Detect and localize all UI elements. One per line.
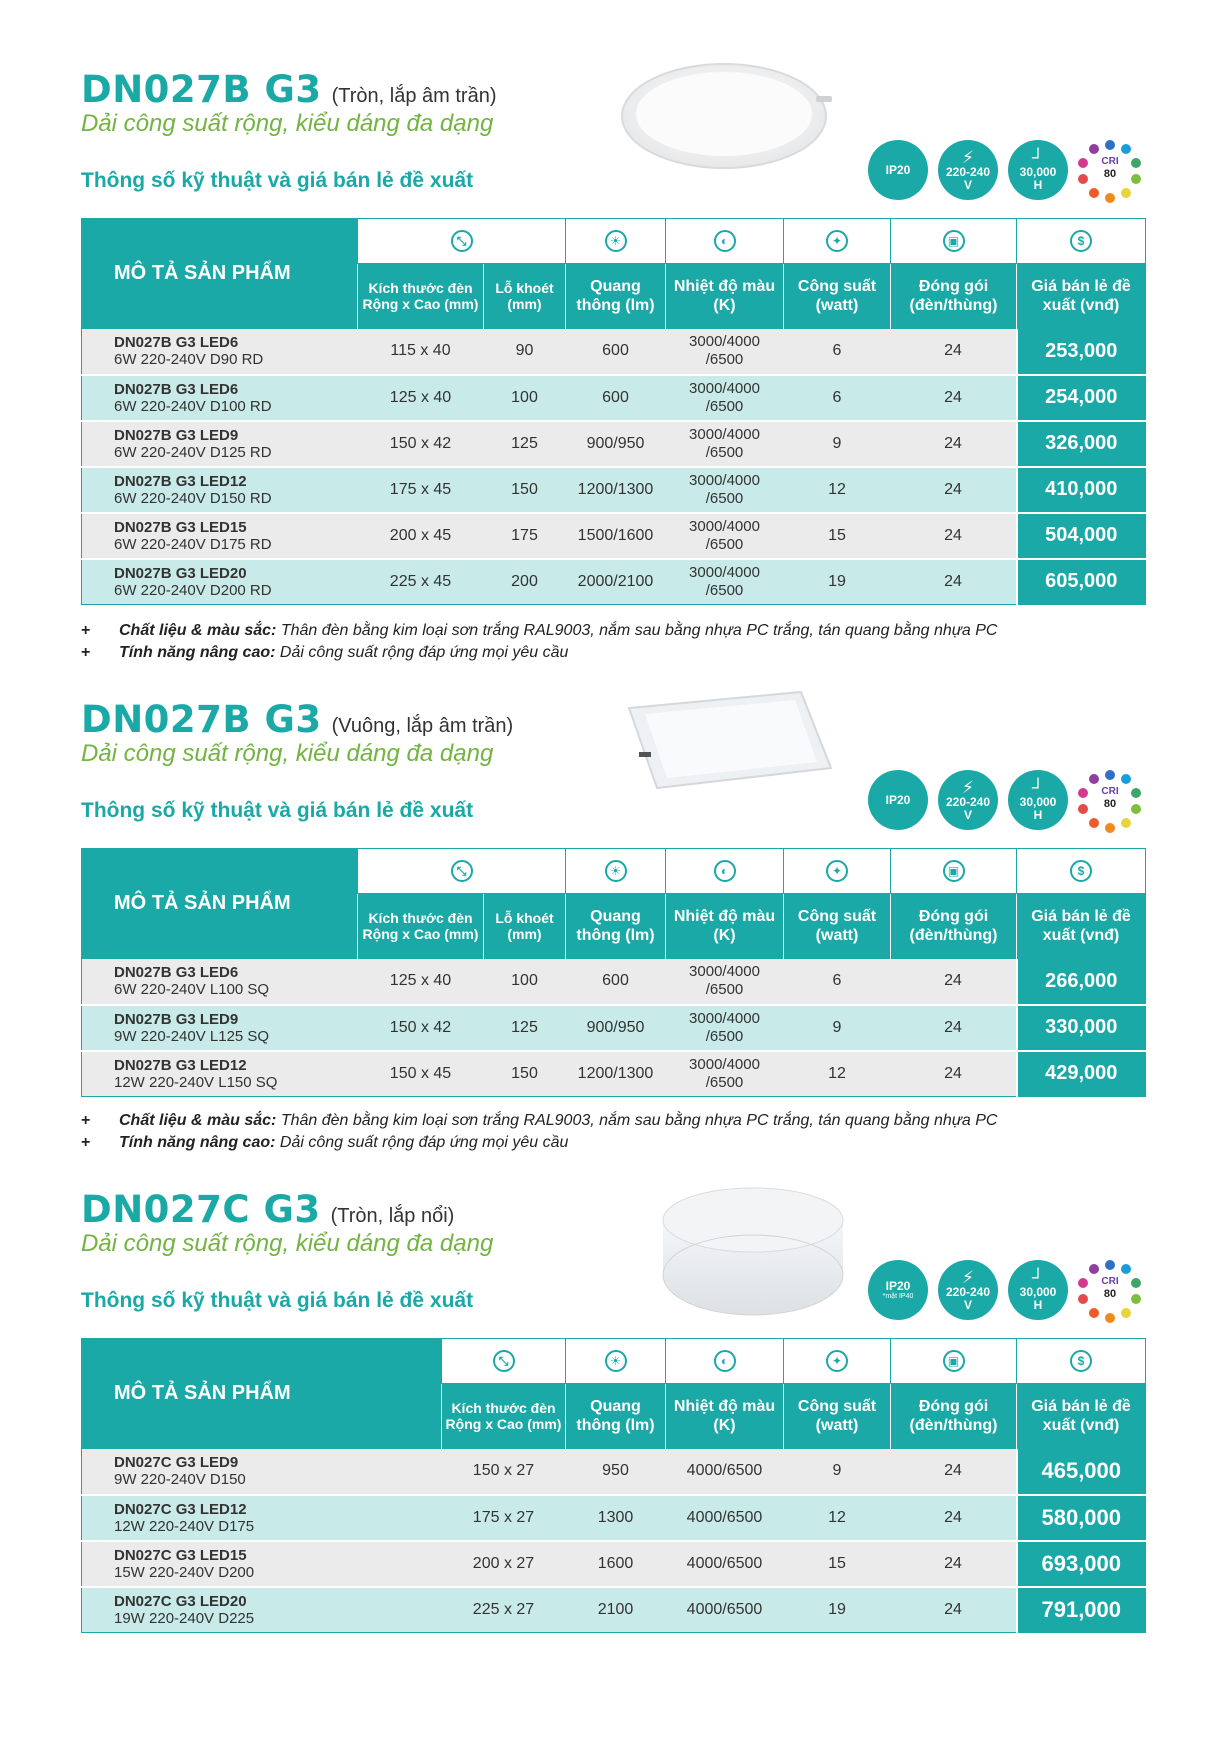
table-cell: 900/950 — [566, 421, 666, 467]
price-cell: 253,000 — [1017, 329, 1146, 375]
price-cell: 266,000 — [1017, 959, 1146, 1005]
table-header-cell — [784, 1339, 891, 1384]
table-cell: DN027B G3 LED12 12W 220-240V L150 SQ — [82, 1051, 358, 1097]
power-header: Công suất (watt) — [784, 1384, 891, 1449]
table-cell: 3000/4000 /6500 — [666, 959, 784, 1005]
table-cell: 100 — [484, 375, 566, 421]
power-bulb-icon: ✦ — [826, 1350, 848, 1372]
table-row — [82, 329, 1146, 375]
table-row — [82, 1587, 1146, 1633]
price-icon: $ — [1070, 1350, 1092, 1372]
table-cell: 6 — [784, 329, 891, 375]
price-cell: 330,000 — [1017, 1005, 1146, 1051]
table-cell: 3000/4000 /6500 — [666, 559, 784, 605]
table-cell: DN027C G3 LED20 19W 220-240V D225 — [82, 1587, 442, 1633]
lifetime-clock-icon: ┘ — [1031, 777, 1045, 797]
cri-badge: CRI 80 — [1078, 770, 1142, 834]
table-cell: 150 — [484, 467, 566, 513]
table-cell: 3000/4000 /6500 — [666, 1005, 784, 1051]
table-cell: 9 — [784, 1005, 891, 1051]
model-variant: (Tròn, lắp âm trần) — [331, 85, 497, 107]
table-row — [82, 421, 1146, 467]
voltage-badge: ⚡ 220-240 V — [938, 140, 998, 200]
price-header: Giá bán lẻ đề xuất (vnđ) — [1017, 1384, 1146, 1449]
cct-header: Nhiệt độ màu (K) — [666, 264, 784, 329]
table-cell: 4000/6500 — [666, 1587, 784, 1633]
table-cell: 24 — [891, 1495, 1017, 1541]
table-header-cell — [666, 849, 784, 894]
table-cell: 600 — [566, 959, 666, 1005]
table-header-cell — [566, 1339, 666, 1384]
table-row — [82, 375, 1146, 421]
table-cell: 600 — [566, 329, 666, 375]
table-cell: 12 — [784, 1495, 891, 1541]
table-cell: DN027C G3 LED9 9W 220-240V D150 — [82, 1449, 442, 1495]
table-cell: 125 — [484, 421, 566, 467]
lifetime-clock-icon: ┘ — [1031, 1267, 1045, 1287]
price-icon: $ — [1070, 860, 1092, 882]
ip-rating-badge: IP20 *mặt IP40 — [868, 1260, 928, 1320]
voltage-bolt-icon: ⚡ — [962, 147, 974, 167]
table-cell: 3000/4000 /6500 — [666, 1051, 784, 1097]
table-cell: DN027B G3 LED6 6W 220-240V L100 SQ — [82, 959, 358, 1005]
luminous-flux-icon: ☀ — [605, 860, 627, 882]
table-cell: DN027B G3 LED15 6W 220-240V D175 RD — [82, 513, 358, 559]
dimension-icon: ⤡ — [451, 860, 473, 882]
table-header-cell — [891, 219, 1017, 264]
cct-header: Nhiệt độ màu (K) — [666, 1384, 784, 1449]
spec-heading: Thông số kỹ thuật và giá bán lẻ đề xuất — [81, 169, 474, 192]
table-header-cell — [666, 219, 784, 264]
product-section-round-surface — [81, 1188, 1145, 1638]
model-variant: (Tròn, lắp nổi) — [330, 1205, 455, 1227]
table-cell: 1200/1300 — [566, 1051, 666, 1097]
size-icon-cell — [358, 219, 566, 264]
table-cell: DN027B G3 LED20 6W 220-240V D200 RD — [82, 559, 358, 605]
size-header: Kích thước đèn Rộng x Cao (mm) — [442, 1384, 566, 1449]
package-icon: ▣ — [943, 860, 965, 882]
pack-header: Đóng gói (đèn/thùng) — [891, 264, 1017, 329]
color-temperature-icon: ◐ — [714, 230, 736, 252]
color-temperature-icon: ◐ — [714, 1350, 736, 1372]
table-cell: 4000/6500 — [666, 1495, 784, 1541]
table-cell: 3000/4000 /6500 — [666, 329, 784, 375]
product-spec-table — [81, 848, 1146, 1097]
table-cell: 175 x 27 — [442, 1495, 566, 1541]
table-cell: 600 — [566, 375, 666, 421]
product-spec-table — [81, 218, 1146, 605]
table-header-cell — [784, 219, 891, 264]
table-row — [82, 559, 1146, 605]
table-cell: 125 — [484, 1005, 566, 1051]
table-cell: 24 — [891, 421, 1017, 467]
table-cell: 225 x 27 — [442, 1587, 566, 1633]
table-cell: 1300 — [566, 1495, 666, 1541]
table-header-cell — [442, 1339, 566, 1384]
table-cell: 175 — [484, 513, 566, 559]
table-cell: 115 x 40 — [358, 329, 484, 375]
lifetime-badge: ┘ 30,000 H — [1008, 140, 1068, 200]
voltage-bolt-icon: ⚡ — [962, 1267, 974, 1287]
product-spec-table — [81, 1338, 1146, 1633]
table-cell: 15 — [784, 1541, 891, 1587]
table-cell: 24 — [891, 559, 1017, 605]
table-cell: 24 — [891, 959, 1017, 1005]
table-cell: 19 — [784, 559, 891, 605]
package-icon: ▣ — [943, 1350, 965, 1372]
table-cell: DN027B G3 LED6 6W 220-240V D90 RD — [82, 329, 358, 375]
power-header: Công suất (watt) — [784, 894, 891, 959]
table-cell: 125 x 40 — [358, 959, 484, 1005]
table-cell: 150 x 45 — [358, 1051, 484, 1097]
table-row — [82, 1541, 1146, 1587]
price-cell: 605,000 — [1017, 559, 1146, 605]
table-header-cell — [784, 849, 891, 894]
table-row — [82, 513, 1146, 559]
square-downlight-image — [609, 684, 839, 794]
pack-header: Đóng gói (đèn/thùng) — [891, 894, 1017, 959]
color-temperature-icon: ◐ — [714, 860, 736, 882]
price-cell: 791,000 — [1017, 1587, 1146, 1633]
table-cell: 150 x 27 — [442, 1449, 566, 1495]
table-header-cell — [358, 849, 566, 894]
table-cell: 24 — [891, 375, 1017, 421]
table-cell: 4000/6500 — [666, 1449, 784, 1495]
price-cell: 580,000 — [1017, 1495, 1146, 1541]
price-cell: 326,000 — [1017, 421, 1146, 467]
description-header: MÔ TẢ SẢN PHẨM — [82, 219, 358, 329]
luminous-flux-icon: ☀ — [605, 230, 627, 252]
table-header-cell — [891, 1339, 1017, 1384]
description-header: MÔ TẢ SẢN PHẨM — [82, 1339, 442, 1449]
table-row — [82, 959, 1146, 1005]
lifetime-clock-icon: ┘ — [1031, 147, 1045, 167]
price-header: Giá bán lẻ đề xuất (vnđ) — [1017, 894, 1146, 959]
table-cell: DN027B G3 LED6 6W 220-240V D100 RD — [82, 375, 358, 421]
table-cell: 3000/4000 /6500 — [666, 421, 784, 467]
flux-header: Quang thông (lm) — [566, 264, 666, 329]
table-cell: 3000/4000 /6500 — [666, 467, 784, 513]
lifetime-badge: ┘ 30,000 H — [1008, 1260, 1068, 1320]
dimension-icon: ⤡ — [493, 1350, 515, 1372]
price-cell: 429,000 — [1017, 1051, 1146, 1097]
tagline: Dải công suất rộng, kiểu dáng đa dạng — [81, 1230, 494, 1257]
table-row — [82, 467, 1146, 513]
product-notes: + Chất liệu & màu sắc: Thân đèn bằng kim loại sơn trắng RAL9003, nắm sau bằng nhựa PC trắng, tán quang bằng nhựa PC + Tính năng nâng cao: Dải công suất rộng đáp ứng mọi yêu cầu — [81, 622, 998, 661]
model-name: DN027B G3 — [81, 698, 322, 741]
price-cell: 254,000 — [1017, 375, 1146, 421]
table-header-cell — [566, 219, 666, 264]
table-cell: 24 — [891, 1587, 1017, 1633]
table-cell: DN027B G3 LED9 6W 220-240V D125 RD — [82, 421, 358, 467]
surface-downlight-image — [653, 1180, 853, 1330]
price-cell: 504,000 — [1017, 513, 1146, 559]
table-cell: 150 x 42 — [358, 1005, 484, 1051]
table-cell: DN027C G3 LED15 15W 220-240V D200 — [82, 1541, 442, 1587]
table-header-cell — [566, 849, 666, 894]
table-cell: DN027B G3 LED12 6W 220-240V D150 RD — [82, 467, 358, 513]
flux-header: Quang thông (lm) — [566, 894, 666, 959]
table-cell: 1600 — [566, 1541, 666, 1587]
cutout-header: Lỗ khoét (mm) — [484, 264, 566, 329]
feature-badges — [868, 1260, 1142, 1324]
table-cell: 900/950 — [566, 1005, 666, 1051]
table-header-cell — [891, 849, 1017, 894]
cutout-header: Lỗ khoét (mm) — [484, 894, 566, 959]
table-cell: 4000/6500 — [666, 1541, 784, 1587]
table-cell: DN027C G3 LED12 12W 220-240V D175 — [82, 1495, 442, 1541]
table-cell: 6 — [784, 375, 891, 421]
size-header: Kích thước đèn Rộng x Cao (mm) — [358, 264, 484, 329]
table-cell: 1200/1300 — [566, 467, 666, 513]
package-icon: ▣ — [943, 230, 965, 252]
product-notes: + Chất liệu & màu sắc: Thân đèn bằng kim loại sơn trắng RAL9003, nắm sau bằng nhựa PC trắng, tán quang bằng nhựa PC + Tính năng nâng cao: Dải công suất rộng đáp ứng mọi yêu cầu — [81, 1112, 998, 1151]
table-cell: DN027B G3 LED9 9W 220-240V L125 SQ — [82, 1005, 358, 1051]
table-cell: 90 — [484, 329, 566, 375]
product-section-square-recessed — [81, 698, 1145, 1168]
price-icon: $ — [1070, 230, 1092, 252]
table-cell: 100 — [484, 959, 566, 1005]
tagline: Dải công suất rộng, kiểu dáng đa dạng — [81, 740, 494, 767]
table-cell: 24 — [891, 467, 1017, 513]
table-row — [82, 1495, 1146, 1541]
feature-badges — [868, 770, 1142, 834]
spec-heading: Thông số kỹ thuật và giá bán lẻ đề xuất — [81, 799, 474, 822]
table-cell: 3000/4000 /6500 — [666, 513, 784, 559]
table-cell: 12 — [784, 467, 891, 513]
flux-header: Quang thông (lm) — [566, 1384, 666, 1449]
price-cell: 693,000 — [1017, 1541, 1146, 1587]
feature-badges — [868, 140, 1142, 204]
ip-rating-badge: IP20 — [868, 770, 928, 830]
table-cell: 6 — [784, 959, 891, 1005]
description-header: MÔ TẢ SẢN PHẨM — [82, 849, 358, 959]
table-cell: 950 — [566, 1449, 666, 1495]
table-cell: 9 — [784, 421, 891, 467]
model-name: DN027C G3 — [81, 1188, 321, 1231]
voltage-badge: ⚡ 220-240 V — [938, 770, 998, 830]
table-cell: 2000/2100 — [566, 559, 666, 605]
table-row — [82, 1051, 1146, 1097]
cri-badge: CRI 80 — [1078, 140, 1142, 204]
cct-header: Nhiệt độ màu (K) — [666, 894, 784, 959]
table-cell: 150 x 42 — [358, 421, 484, 467]
table-cell: 24 — [891, 513, 1017, 559]
dimension-icon: ⤡ — [451, 230, 473, 252]
voltage-bolt-icon: ⚡ — [962, 777, 974, 797]
lifetime-badge: ┘ 30,000 H — [1008, 770, 1068, 830]
luminous-flux-icon: ☀ — [605, 1350, 627, 1372]
pack-header: Đóng gói (đèn/thùng) — [891, 1384, 1017, 1449]
table-cell: 1500/1600 — [566, 513, 666, 559]
table-header-cell — [1017, 849, 1146, 894]
table-cell: 200 x 27 — [442, 1541, 566, 1587]
table-cell: 24 — [891, 1051, 1017, 1097]
table-cell: 24 — [891, 329, 1017, 375]
voltage-badge: ⚡ 220-240 V — [938, 1260, 998, 1320]
size-header: Kích thước đèn Rộng x Cao (mm) — [358, 894, 484, 959]
power-header: Công suất (watt) — [784, 264, 891, 329]
cri-badge: CRI 80 — [1078, 1260, 1142, 1324]
table-cell: 200 — [484, 559, 566, 605]
round-downlight-image — [616, 56, 836, 171]
table-cell: 175 x 45 — [358, 467, 484, 513]
table-cell: 24 — [891, 1449, 1017, 1495]
power-bulb-icon: ✦ — [826, 230, 848, 252]
table-cell: 150 — [484, 1051, 566, 1097]
price-cell: 410,000 — [1017, 467, 1146, 513]
power-bulb-icon: ✦ — [826, 860, 848, 882]
price-cell: 465,000 — [1017, 1449, 1146, 1495]
table-header-cell — [1017, 1339, 1146, 1384]
table-cell: 12 — [784, 1051, 891, 1097]
table-cell: 3000/4000 /6500 — [666, 375, 784, 421]
price-header: Giá bán lẻ đề xuất (vnđ) — [1017, 264, 1146, 329]
model-name: DN027B G3 — [81, 68, 322, 111]
tagline: Dải công suất rộng, kiểu dáng đa dạng — [81, 110, 494, 137]
model-variant: (Vuông, lắp âm trần) — [331, 715, 514, 737]
table-cell: 2100 — [566, 1587, 666, 1633]
table-cell: 9 — [784, 1449, 891, 1495]
table-row — [82, 1005, 1146, 1051]
table-header-cell — [1017, 219, 1146, 264]
table-cell: 19 — [784, 1587, 891, 1633]
ip-rating-badge: IP20 — [868, 140, 928, 200]
table-header-cell — [666, 1339, 784, 1384]
table-cell: 24 — [891, 1005, 1017, 1051]
table-cell: 225 x 45 — [358, 559, 484, 605]
product-section-round-recessed — [81, 68, 1145, 668]
table-row — [82, 1449, 1146, 1495]
table-cell: 200 x 45 — [358, 513, 484, 559]
table-cell: 125 x 40 — [358, 375, 484, 421]
table-cell: 15 — [784, 513, 891, 559]
spec-heading: Thông số kỹ thuật và giá bán lẻ đề xuất — [81, 1289, 474, 1312]
table-cell: 24 — [891, 1541, 1017, 1587]
